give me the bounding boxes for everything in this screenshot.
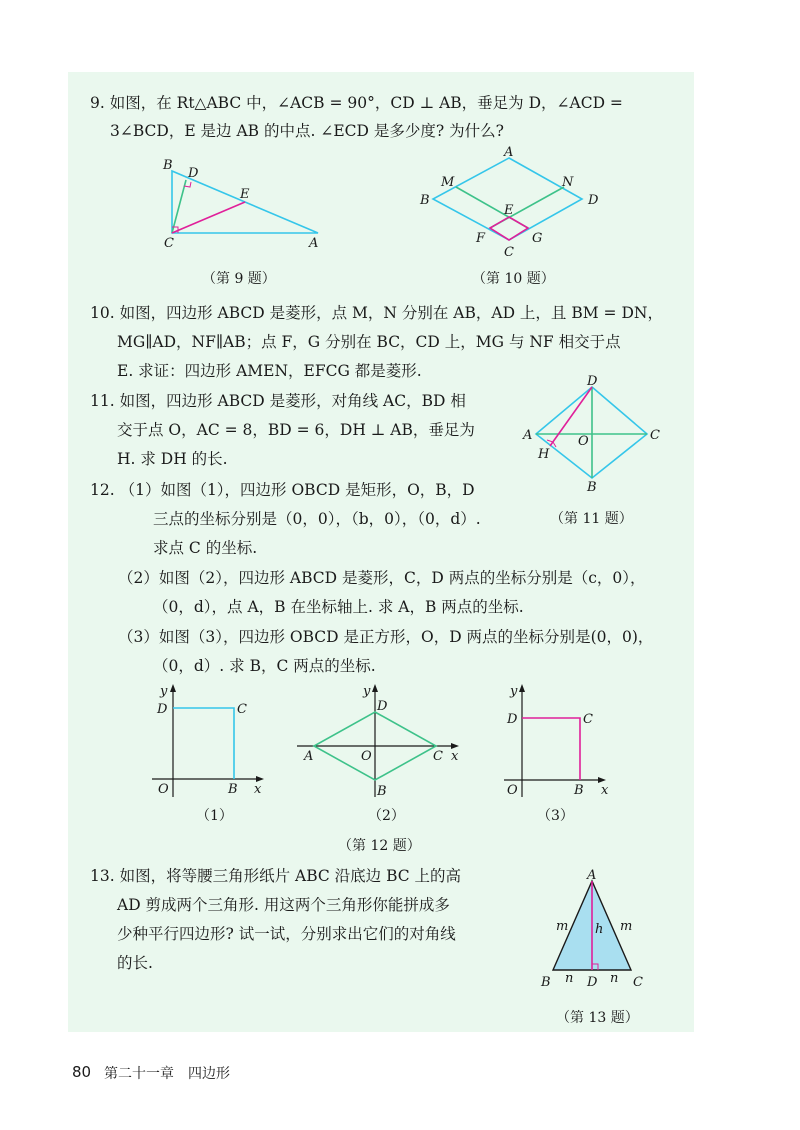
problem-11-line-1: 11. 如图，四边形 ABCD 是菱形，对角线 AC，BD 相 (90, 392, 466, 410)
fig12-3-label-o: O (507, 783, 518, 798)
chapter-title: 第二十一章 四边形 (104, 1066, 230, 1082)
caption-fig13: （第 13 题） (556, 1010, 639, 1026)
problem-13-line-4: 的长. (117, 954, 153, 972)
fig12-3-y-arrow (519, 684, 525, 692)
fig9-label-a: A (309, 236, 319, 251)
fig13-label-m-right: m (620, 919, 633, 934)
fig10-label-a: A (504, 145, 514, 160)
figure-12-2 (290, 675, 465, 803)
problem-10-line-3: E. 求证：四边形 AMEN，EFCG 都是菱形. (117, 362, 422, 380)
fig12-1-rectangle (173, 708, 234, 779)
fig9-label-d: D (188, 166, 199, 181)
fig12-1-label-o: O (158, 782, 169, 797)
fig10-label-d: D (588, 193, 599, 208)
fig12-3-label-b: B (574, 783, 584, 798)
problem-10-line-2: MG∥AD，NF∥AB；点 F，G 分别在 BC，CD 上，MG 与 NF 相交于点 (117, 333, 621, 351)
fig11-label-c: C (650, 428, 660, 443)
fig9-label-e: E (240, 187, 250, 202)
fig12-2-label-b: B (377, 784, 387, 799)
fig11-label-a: A (523, 428, 533, 443)
fig11-label-h: H (538, 447, 550, 462)
fig11-label-o: O (578, 434, 589, 449)
caption-fig12-2: （2） (368, 808, 405, 824)
fig12-1-label-d: D (157, 702, 168, 717)
figure-10 (410, 140, 610, 265)
fig10-label-n: N (562, 175, 574, 190)
fig12-3-label-d: D (507, 712, 518, 727)
figure-13 (535, 862, 650, 992)
caption-fig11: （第 11 题） (550, 511, 633, 527)
problem-12-part-2-line-2: （0，d），点 A，B 在坐标轴上. 求 A，B 两点的坐标. (153, 598, 524, 616)
fig13-label-a: A (587, 868, 597, 883)
fig11-label-b: B (587, 480, 597, 494)
fig13-label-b: B (541, 975, 551, 990)
fig10-rhombus-efcg (490, 217, 528, 240)
page-number: 80 (72, 1063, 92, 1081)
figure-9 (155, 150, 335, 260)
problem-12-part-1-line-1: 12. （1）如图（1），四边形 OBCD 是矩形，O，B，D (90, 481, 475, 499)
fig12-1-y-arrow (170, 684, 176, 692)
problem-9-line-2: 3∠BCD，E 是边 AB 的中点. ∠ECD 是多少度? 为什么? (110, 122, 504, 140)
problem-12-part-1-line-3: 求点 C 的坐标. (153, 539, 258, 557)
fig13-label-d: D (587, 975, 598, 990)
caption-fig9: （第 9 题） (202, 271, 276, 287)
fig9-segment-cd (172, 180, 186, 233)
problem-12-part-2-line-1: （2）如图（2），四边形 ABCD 是菱形，C，D 两点的坐标分别是（c，0）， (118, 569, 646, 587)
problem-13-line-1: 13. 如图，将等腰三角形纸片 ABC 沿底边 BC 上的高 (90, 867, 462, 885)
fig12-1-label-x: x (254, 782, 262, 797)
problem-10-line-1: 10. 如图，四边形 ABCD 是菱形，点 M，N 分别在 AB，AD 上，且 BM = DN， (90, 304, 663, 322)
fig9-segment-ce (172, 202, 245, 233)
fig12-2-label-y: y (363, 684, 371, 699)
problem-11-line-3: H. 求 DH 的长. (117, 450, 228, 468)
fig9-label-b: B (163, 158, 173, 173)
fig10-label-c: C (504, 245, 514, 260)
fig12-2-label-o: O (361, 749, 372, 764)
caption-fig12-1: （1） (196, 808, 233, 824)
fig12-1-label-y: y (160, 684, 168, 699)
fig12-2-label-c: C (433, 749, 443, 764)
figure-12-1 (145, 675, 270, 803)
fig10-label-g: G (532, 231, 543, 246)
caption-fig12: （第 12 题） (338, 838, 421, 854)
problem-12-part-3-line-1: （3）如图（3），四边形 OBCD 是正方形，O，D 两点的坐标分别是(0，0)， (118, 628, 654, 646)
fig12-2-label-a: A (304, 749, 314, 764)
problem-11-line-2: 交于点 O，AC = 8，BD = 6，DH ⊥ AB，垂足为 (117, 421, 475, 439)
fig12-2-label-d: D (377, 699, 388, 714)
fig12-3-label-x: x (601, 783, 609, 798)
fig12-2-y-arrow (372, 684, 378, 692)
fig12-3-label-c: C (583, 712, 593, 727)
problem-12-part-3-line-2: （0，d）. 求 B，C 两点的坐标. (153, 657, 376, 675)
problem-13-line-3: 少种平行四边形? 试一试，分别求出它们的对角线 (117, 925, 456, 943)
fig12-2-label-x: x (451, 749, 459, 764)
fig9-label-c: C (164, 236, 174, 251)
fig13-label-h: h (595, 922, 604, 937)
fig13-label-n-right: n (610, 971, 619, 986)
problem-13-line-2: AD 剪成两个三角形. 用这两个三角形你能拼成多 (117, 896, 450, 914)
fig13-label-m-left: m (556, 919, 569, 934)
fig10-label-f: F (476, 231, 486, 246)
fig10-label-e: E (504, 203, 514, 218)
fig10-label-b: B (420, 193, 430, 208)
problem-9-line-1: 9. 如图，在 Rt△ABC 中，∠ACB = 90°，CD ⊥ AB，垂足为 D，∠ACD = (90, 94, 623, 112)
fig12-1-label-c: C (237, 702, 247, 717)
fig11-label-d: D (587, 374, 598, 389)
fig12-3-label-y: y (510, 684, 518, 699)
fig13-label-c: C (633, 975, 643, 990)
fig13-label-n-left: n (565, 971, 574, 986)
caption-fig12-3: （3） (537, 808, 574, 824)
figure-11 (515, 372, 670, 494)
fig12-3-square (522, 718, 580, 780)
fig10-rhombus-abcd (433, 158, 582, 240)
figure-12-3 (498, 675, 620, 803)
fig12-1-label-b: B (228, 782, 238, 797)
fig10-label-m: M (441, 175, 455, 190)
problem-12-part-1-line-2: 三点的坐标分别是（0，0），（b，0），（0，d）. (153, 510, 481, 528)
caption-fig10: （第 10 题） (472, 271, 555, 287)
